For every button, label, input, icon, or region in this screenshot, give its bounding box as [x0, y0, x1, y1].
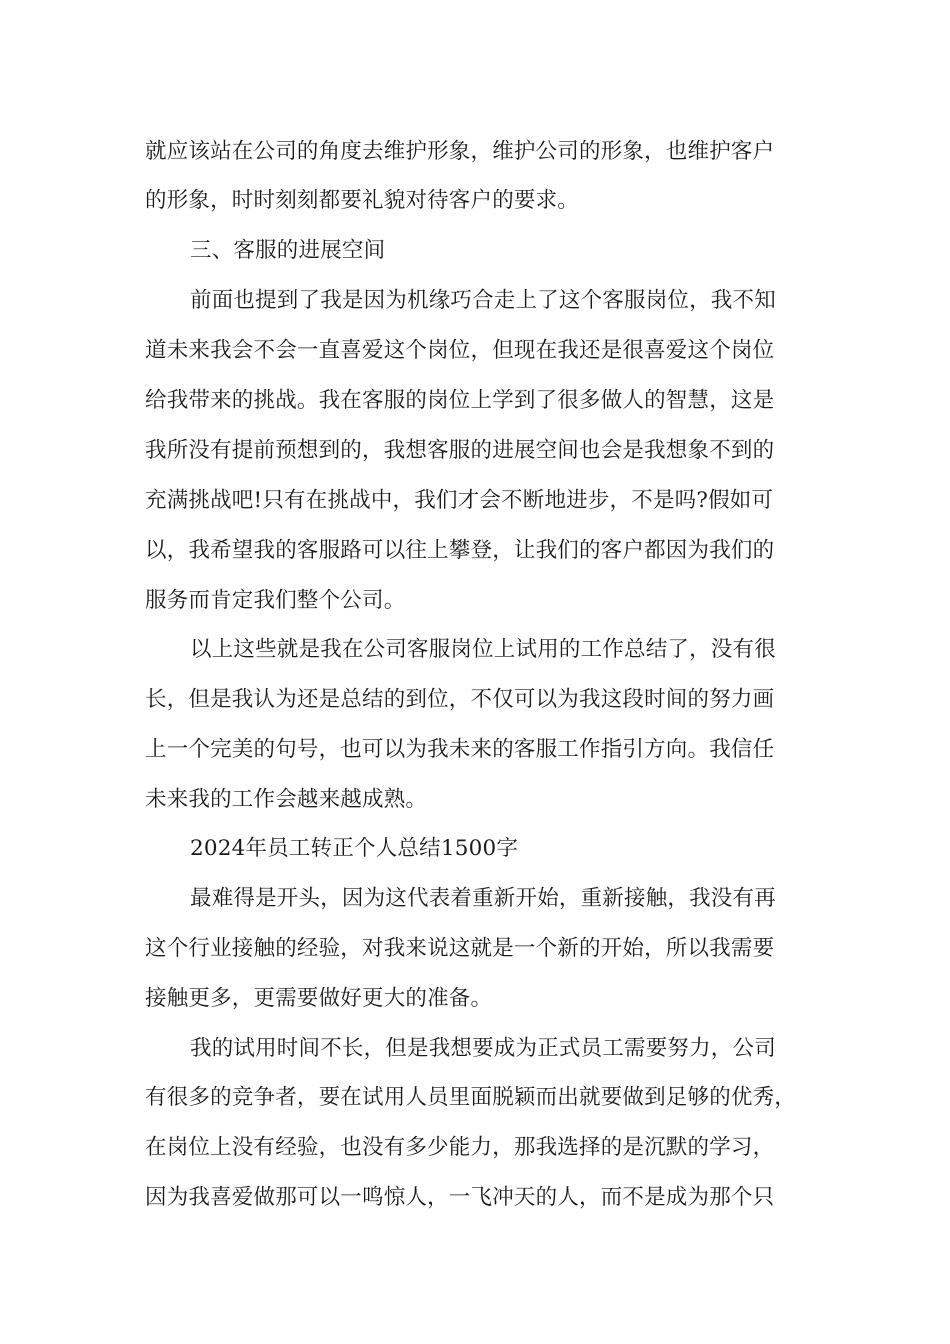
- text-line: 接触更多，更需要做好更大的准备。: [145, 986, 493, 1011]
- text-line: 的形象，时时刻刻都要礼貌对待客户的要求。: [145, 188, 580, 213]
- text-line: 以，我希望我的客服路可以往上攀登，让我们的客户都因为我们的: [145, 538, 775, 563]
- text-line: 道未来我会不会一直喜爱这个岗位，但现在我还是很喜爱这个岗位: [145, 338, 775, 363]
- text-line: 就应该站在公司的角度去维护形象，维护公司的形象，也维护客户: [145, 139, 775, 164]
- text-line: 给我带来的挑战。我在客服的岗位上学到了很多做人的智慧，这是: [145, 388, 775, 413]
- text-line: 上一个完美的句号，也可以为我未来的客服工作指引方向。我信任: [145, 737, 775, 762]
- text-line: 这个行业接触的经验，对我来说这就是一个新的开始，所以我需要: [145, 936, 775, 961]
- text-line: 我所没有提前预想到的，我想客服的进展空间也会是我想象不到的: [145, 438, 775, 463]
- text-line: 我的试用时间不长，但是我想要成为正式员工需要努力，公司: [190, 1036, 776, 1061]
- text-line: 最难得是开头，因为这代表着重新开始，重新接触，我没有再: [190, 886, 776, 911]
- text-line: 在岗位上没有经验，也没有多少能力，那我选择的是沉默的学习，: [145, 1135, 775, 1160]
- text-line: 充满挑战吧!只有在挑战中，我们才会不断地进步，不是吗?假如可: [145, 488, 774, 513]
- text-line: 前面也提到了我是因为机缘巧合走上了这个客服岗位，我不知: [190, 288, 776, 313]
- section-heading: 2024年员工转正个人总结1500字: [190, 836, 519, 861]
- text-line: 长，但是我认为还是总结的到位，不仅可以为我这段时间的努力画: [145, 687, 775, 712]
- section-heading: 三、客服的进展空间: [190, 238, 386, 263]
- text-line: 有很多的竞争者，要在试用人员里面脱颖而出就要做到足够的优秀，: [145, 1085, 797, 1110]
- text-line: 因为我喜爱做那可以一鸣惊人，一飞冲天的人，而不是成为那个只: [145, 1185, 775, 1210]
- text-line: 未来我的工作会越来越成熟。: [145, 787, 428, 812]
- text-line: 服务而肯定我们整个公司。: [145, 588, 406, 613]
- text-line: 以上这些就是我在公司客服岗位上试用的工作总结了，没有很: [190, 637, 776, 662]
